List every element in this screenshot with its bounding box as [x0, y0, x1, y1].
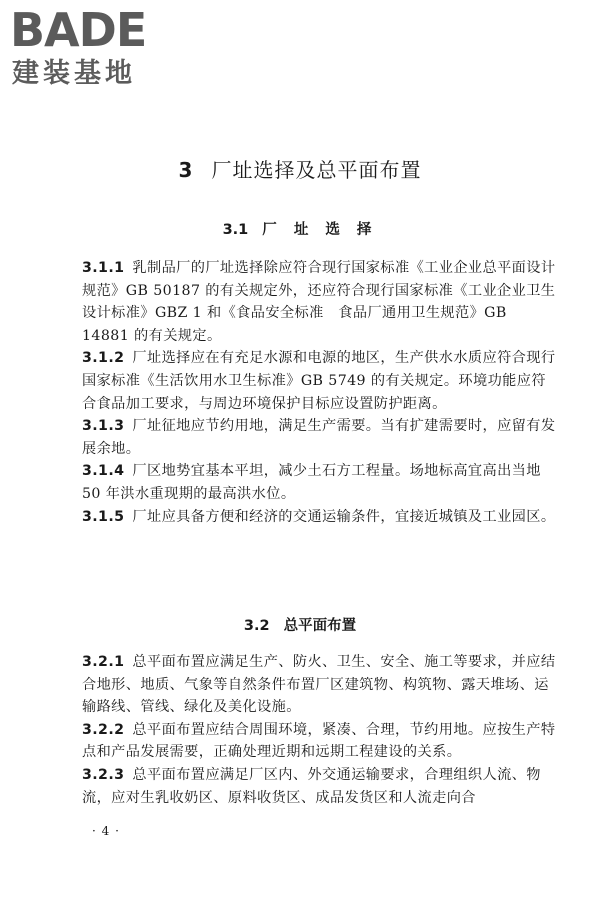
- clause-number: 3.1.3: [82, 418, 125, 435]
- chapter-number: 3: [178, 158, 194, 182]
- clause-text: 总平面布置应满足厂区内、外交通运输要求，合理组织人流、物流，应对生乳收奶区、原料收货区、成品发货区和人流走向合: [82, 766, 541, 806]
- section-3-1-body: [82, 257, 558, 528]
- clause-text: 厂区地势宜基本平坦，减少土石方工程量。场地标高宜高出当地 50 年洪水重现期的最高洪水位。: [82, 463, 541, 502]
- clause-3-2-3: [82, 764, 558, 809]
- clause-3-1-3: [82, 415, 558, 460]
- section-title: 厂 址 选 择: [262, 222, 378, 238]
- clause-text: 总平面布置应结合周围环境，紧凑、合理，节约用地。应按生产特点和产品发展需要，正确处理近期和远期工程建设的关系。: [82, 721, 556, 761]
- chapter-title: [0, 154, 600, 183]
- clause-number: 3.2.1: [82, 654, 125, 670]
- logo-subtitle: 建装基地: [12, 58, 136, 88]
- clause-text: 厂址选择应在有充足水源和电源的地区，生产供水水质应符合现行国家标准《生活饮用水卫生标准》GB 5749 的有关规定。环境功能应符合食品加工要求，与周边环境保护目标应设置防护距离。: [82, 350, 556, 412]
- clause-3-2-1: [82, 651, 558, 719]
- clause-number: 3.2.3: [82, 766, 125, 783]
- clause-text: 厂址应具备方便和经济的交通运输条件，宜接近城镇及工业园区。: [132, 508, 556, 525]
- section-heading-3-2: [0, 614, 600, 635]
- section-number: 3.2: [243, 618, 270, 634]
- section-title: 总平面布置: [283, 618, 357, 634]
- logo-brand: BADE: [10, 6, 147, 57]
- clause-number: 3.1.5: [82, 508, 125, 525]
- clause-3-2-2: [82, 719, 558, 764]
- clause-3-1-2: [82, 347, 558, 415]
- clause-number: 3.1.1: [82, 260, 125, 276]
- clause-text: 厂址征地应节约用地，满足生产需要。当有扩建需要时，应留有发展余地。: [82, 418, 556, 457]
- chapter-title-text: 厂址选择及总平面布置: [211, 158, 422, 182]
- section-3-2-body: [82, 651, 558, 809]
- clause-number: 3.2.2: [82, 721, 125, 738]
- section-number: 3.1: [222, 222, 249, 238]
- logo-graphic: [10, 6, 180, 88]
- clause-3-1-5: [82, 506, 558, 529]
- section-heading-3-1: [0, 218, 600, 239]
- clause-3-1-4: [82, 460, 558, 505]
- clause-3-1-1: [82, 257, 558, 347]
- clause-text: 乳制品厂的厂址选择除应符合现行国家标准《工业企业总平面设计规范》GB 50187 的有关规定外，还应符合现行国家标准《工业企业卫生设计标准》GBZ 1 和《食品安全标准 食品厂通用卫生规范》GB 14881 的有关规定。: [82, 260, 556, 344]
- clause-number: 3.1.2: [82, 350, 125, 367]
- clause-text: 总平面布置应满足生产、防火、卫生、安全、施工等要求，并应结合地形、地质、气象等自然条件布置厂区建筑物、构筑物、露天堆场、运输路线、管线、绿化及美化设施。: [82, 654, 556, 716]
- page-number: · 4 ·: [92, 824, 120, 838]
- clause-number: 3.1.4: [82, 463, 125, 480]
- logo: [10, 6, 180, 88]
